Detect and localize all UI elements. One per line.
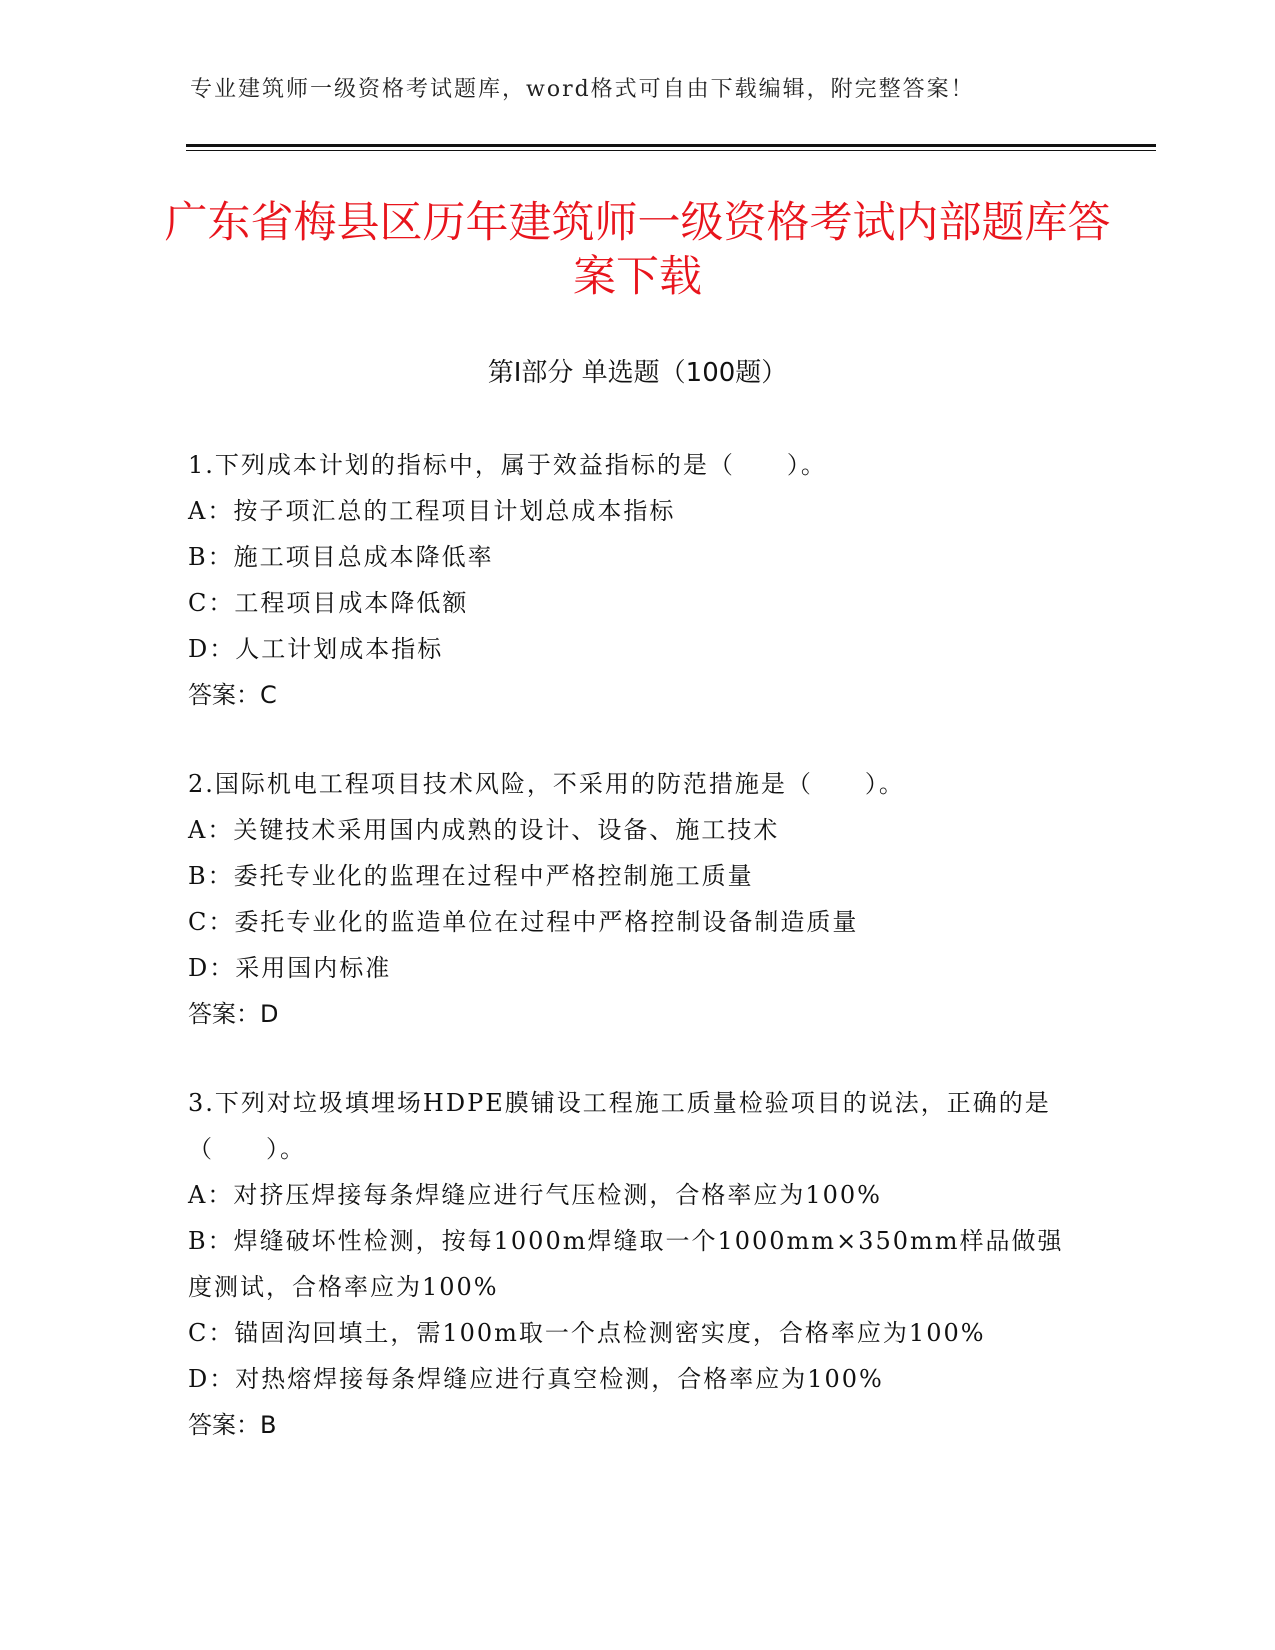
page-header: 专业建筑师一级资格考试题库，word格式可自由下载编辑，附完整答案！ bbox=[190, 77, 975, 102]
question-list bbox=[188, 442, 1078, 1491]
option-b: B：施工项目总成本降低率 bbox=[188, 543, 494, 571]
option-b: B：委托专业化的监理在过程中严格控制施工质量 bbox=[188, 862, 754, 890]
option-a: A：按子项汇总的工程项目计划总成本指标 bbox=[188, 497, 676, 525]
document-title: 广东省梅县区历年建筑师一级资格考试内部题库答案下载 bbox=[164, 198, 1111, 302]
option-a: A：关键技术采用国内成熟的设计、设备、施工技术 bbox=[188, 816, 780, 844]
option-d: D：人工计划成本指标 bbox=[188, 635, 444, 663]
option-c: C：委托专业化的监造单位在过程中严格控制设备制造质量 bbox=[188, 908, 859, 936]
option-d: D：对热熔焊接每条焊缝应进行真空检测，合格率应为100% bbox=[188, 1365, 884, 1393]
option-c: C：锚固沟回填土，需100m取一个点检测密实度，合格率应为100% bbox=[188, 1319, 986, 1347]
question-stem: 3.下列对垃圾填埋场HDPE膜铺设工程施工质量检验项目的说法，正确的是（ ）。 bbox=[188, 1089, 1051, 1163]
section-title: 第Ⅰ部分 单选题（100题） bbox=[487, 358, 788, 388]
answer: 答案：D bbox=[188, 1000, 279, 1028]
header-rule-thick bbox=[186, 144, 1156, 147]
question-stem: 1.下列成本计划的指标中，属于效益指标的是（ ）。 bbox=[188, 451, 827, 479]
question-stem: 2.国际机电工程项目技术风险，不采用的防范措施是（ ）。 bbox=[188, 770, 905, 798]
option-d: D：采用国内标准 bbox=[188, 954, 392, 982]
answer: 答案：C bbox=[188, 681, 277, 709]
option-c: C：工程项目成本降低额 bbox=[188, 589, 469, 617]
question-1 bbox=[188, 442, 1078, 718]
option-b: B：焊缝破坏性检测，按每1000m焊缝取一个1000mm×350mm样品做强度测试，合格率应为100% bbox=[188, 1227, 1064, 1301]
question-2 bbox=[188, 761, 1078, 1037]
answer: 答案：B bbox=[188, 1411, 277, 1439]
header-rule-thin bbox=[186, 150, 1156, 151]
option-a: A：对挤压焊接每条焊缝应进行气压检测，合格率应为100% bbox=[188, 1181, 882, 1209]
question-3 bbox=[188, 1080, 1078, 1448]
